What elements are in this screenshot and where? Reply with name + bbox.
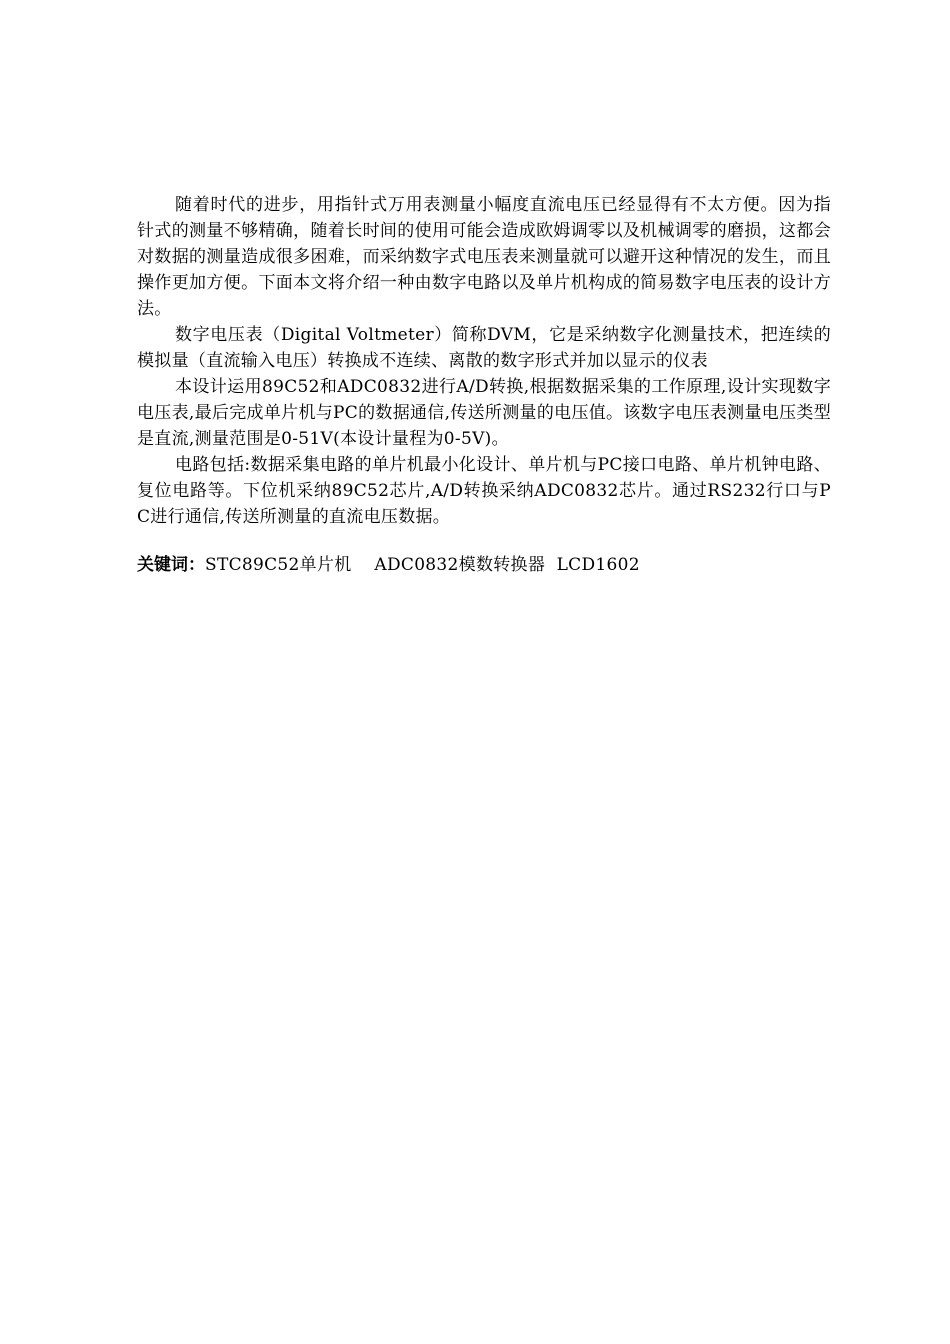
- abstract-paragraph-3: 本设计运用89C52和ADC0832进行A/D转换,根据数据采集的工作原理,设计实现数字电压表,最后完成单片机与PC的数据通信,传送所测量的电压值。该数字电压表测量电压类型是直流,测量范围是0-51V(本设计量程为0-5V)。: [137, 377, 831, 449]
- keywords-line: [137, 552, 831, 578]
- abstract-paragraph-4: 电路包括:数据采集电路的单片机最小化设计、单片机与PC接口电路、单片机钟电路、复位电路等。下位机采纳89C52芯片,A/D转换采纳ADC0832芯片。通过RS232行口与PC进行通信,传送所测量的直流电压数据。: [137, 455, 831, 527]
- keywords-label: 关键词：: [137, 555, 205, 575]
- abstract-body: [137, 192, 831, 578]
- abstract-paragraph-2: 数字电压表（Digital Voltmeter）简称DVM，它是采纳数字化测量技术，把连续的模拟量（直流输入电压）转换成不连续、离散的数字形式并加以显示的仪表: [137, 325, 831, 371]
- abstract-paragraph-1: 随着时代的进步，用指针式万用表测量小幅度直流电压已经显得有不太方便。因为指针式的测量不够精确，随着长时间的使用可能会造成欧姆调零以及机械调零的磨损，这都会对数据的测量造成很多困难，而采纳数字式电压表来测量就可以避开这种情况的发生，而且操作更加方便。下面本文将介绍一种由数字电路以及单片机构成的简易数字电压表的设计方法。: [137, 195, 831, 319]
- keywords-value: STC89C52单片机 ADC0832模数转换器 LCD1602: [205, 555, 640, 575]
